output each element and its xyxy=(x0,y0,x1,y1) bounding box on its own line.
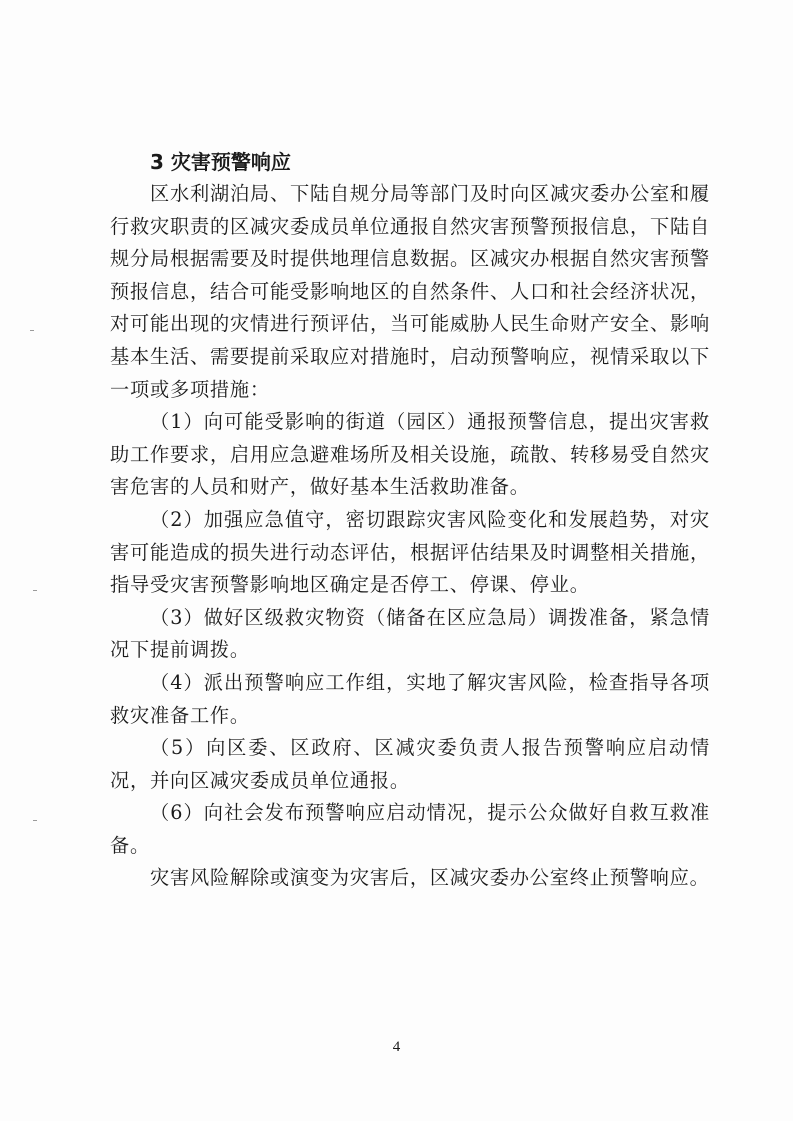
scan-speck xyxy=(30,330,34,331)
paragraph-measure-3: （3）做好区级救灾物资（储备在区应急局）调拨准备，紧急情况下提前调拨。 xyxy=(110,605,710,662)
scan-speck xyxy=(33,820,37,821)
document-body xyxy=(110,146,710,895)
paragraph-intro: 区水利湖泊局、下陆自规分局等部门及时向区减灾委办公室和履行救灾职责的区减灾委成员单位通报自然灾害预警预报信息，下陆自规分局根据需要及时提供地理信息数据。区减灾办根据自然灾害预警预报信息，结合可能受影响地区的自然条件、人口和社会经济状况，对可能出现的灾情进行预评估，当可能威胁人民生命财产安全、影响基本生活、需要提前采取应对措施时，启动预警响应，视情采取以下一项或多项措施： xyxy=(110,182,710,401)
paragraph-measure-2: （2）加强应急值守，密切跟踪灾害风险变化和发展趋势，对灾害可能造成的损失进行动态评估，根据评估结果及时调整相关措施，指导受灾害预警影响地区确定是否停工、停课、停业。 xyxy=(110,507,710,597)
section-heading: 3 灾害预警响应 xyxy=(150,150,291,174)
page-number: 4 xyxy=(392,1039,401,1055)
paragraph-termination: 灾害风险解除或演变为灾害后，区减灾委办公室终止预警响应。 xyxy=(150,866,710,890)
paragraph-measure-5: （5）向区委、区政府、区减灾委负责人报告预警响应启动情况，并向区减灾委成员单位通报。 xyxy=(110,736,710,792)
scan-speck xyxy=(33,590,37,591)
paragraph-measure-1: （1）向可能受影响的街道（园区）通报预警信息，提出灾害救助工作要求，启用应急避难场所及相关设施，疏散、转移易受自然灾害危害的人员和财产，做好基本生活救助准备。 xyxy=(110,410,710,499)
paragraph-measure-4: （4）派出预警响应工作组，实地了解灾害风险，检查指导各项救灾准备工作。 xyxy=(110,670,710,727)
paragraph-measure-6: （6）向社会发布预警响应启动情况，提示公众做好自救互救准备。 xyxy=(110,801,710,857)
